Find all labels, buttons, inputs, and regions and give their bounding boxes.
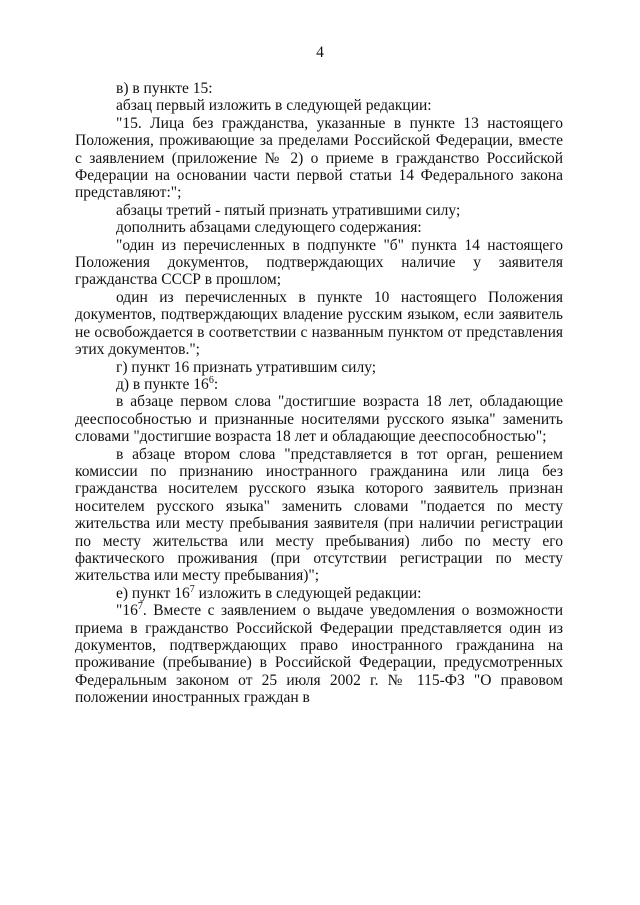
paragraph-item-e [75,585,563,602]
paragraph-abzac-second-words: в абзаце втором слова "представляется в тот орган, решением комиссии по признанию иностранного гражданина или лица без гражданства носителем русского языка которого заявитель признан носителем русского языка" заменить словами "подается по месту жительства или месту пребывания заявителя (при наличии регистрации по месту жительства или месту пребывания) либо по месту его фактического проживания (при отсутствии регистрации по месту жительства или месту пребывания)"; [75,445,563,585]
paragraph-ussr-citizenship: "один из перечисленных в подпункте "б" пункта 14 настоящего Положения документов, подтверждающих наличие у заявителя гражданства СССР в прошлом; [75,236,563,289]
paragraph-item-g: г) пункт 16 признать утратившим силу; [116,358,377,376]
paragraph-first-abzac: абзац первый изложить в следующей редакции: [116,97,432,115]
page-number: 4 [316,44,324,61]
item-e-text: е) пункт 16 [116,584,190,602]
item-e-tail: изложить в следующей редакции: [194,584,422,602]
quote-16-7-text: "16 [116,602,138,620]
paragraph-abzacy-3-5: абзацы третий - пятый признать утратившими силу; [116,201,461,219]
item-d-superscript: 6 [208,374,214,386]
quote-16-7-tail: . Вместе с заявлением о выдаче уведомления о возможности приема в гражданство Российской Федерации представляется один из документов, подтверждающих право иностранного гражданина на проживание (пребывание) в Российской Федерации, предусмотренных Федеральным законом от 25 июля 2002 г. № 115-ФЗ "О правовом положении иностранных граждан в [75,602,563,707]
item-d-text: д) в пункте 16 [116,375,209,393]
paragraph-item-d [75,376,563,393]
item-e-superscript: 7 [189,583,195,595]
item-d-tail: : [213,375,219,393]
paragraph-quote-16-7 [75,602,563,706]
paragraph-item-v: в) в пункте 15: [116,80,213,97]
paragraph-quote-15: "15. Лица без гражданства, указанные в пункте 13 настоящего Положения, проживающие за пределами Российской Федерации, вместе с заявлением (приложение № 2) о приеме в гражданство Российской Федерации на основании части первой статьи 14 Федерального закона представляют:"; [75,114,563,202]
quote-16-7-superscript: 7 [137,601,143,613]
document-body [75,80,563,707]
paragraph-dopolnit: дополнить абзацами следующего содержания: [116,219,422,237]
paragraph-abzac-first-words: в абзаце первом слова "достигшие возраста 18 лет, обладающие дееспособностью и признанные носителями русского языка" заменить словами "достигшие возраста 18 лет и обладающие дееспособностью"; [75,393,563,446]
paragraph-russian-language: один из перечисленных в пункте 10 настоящего Положения документов, подтверждающих владение русским языком, если заявитель не освобождается в соответствии с названным пунктом от представления этих документов."; [75,288,563,359]
